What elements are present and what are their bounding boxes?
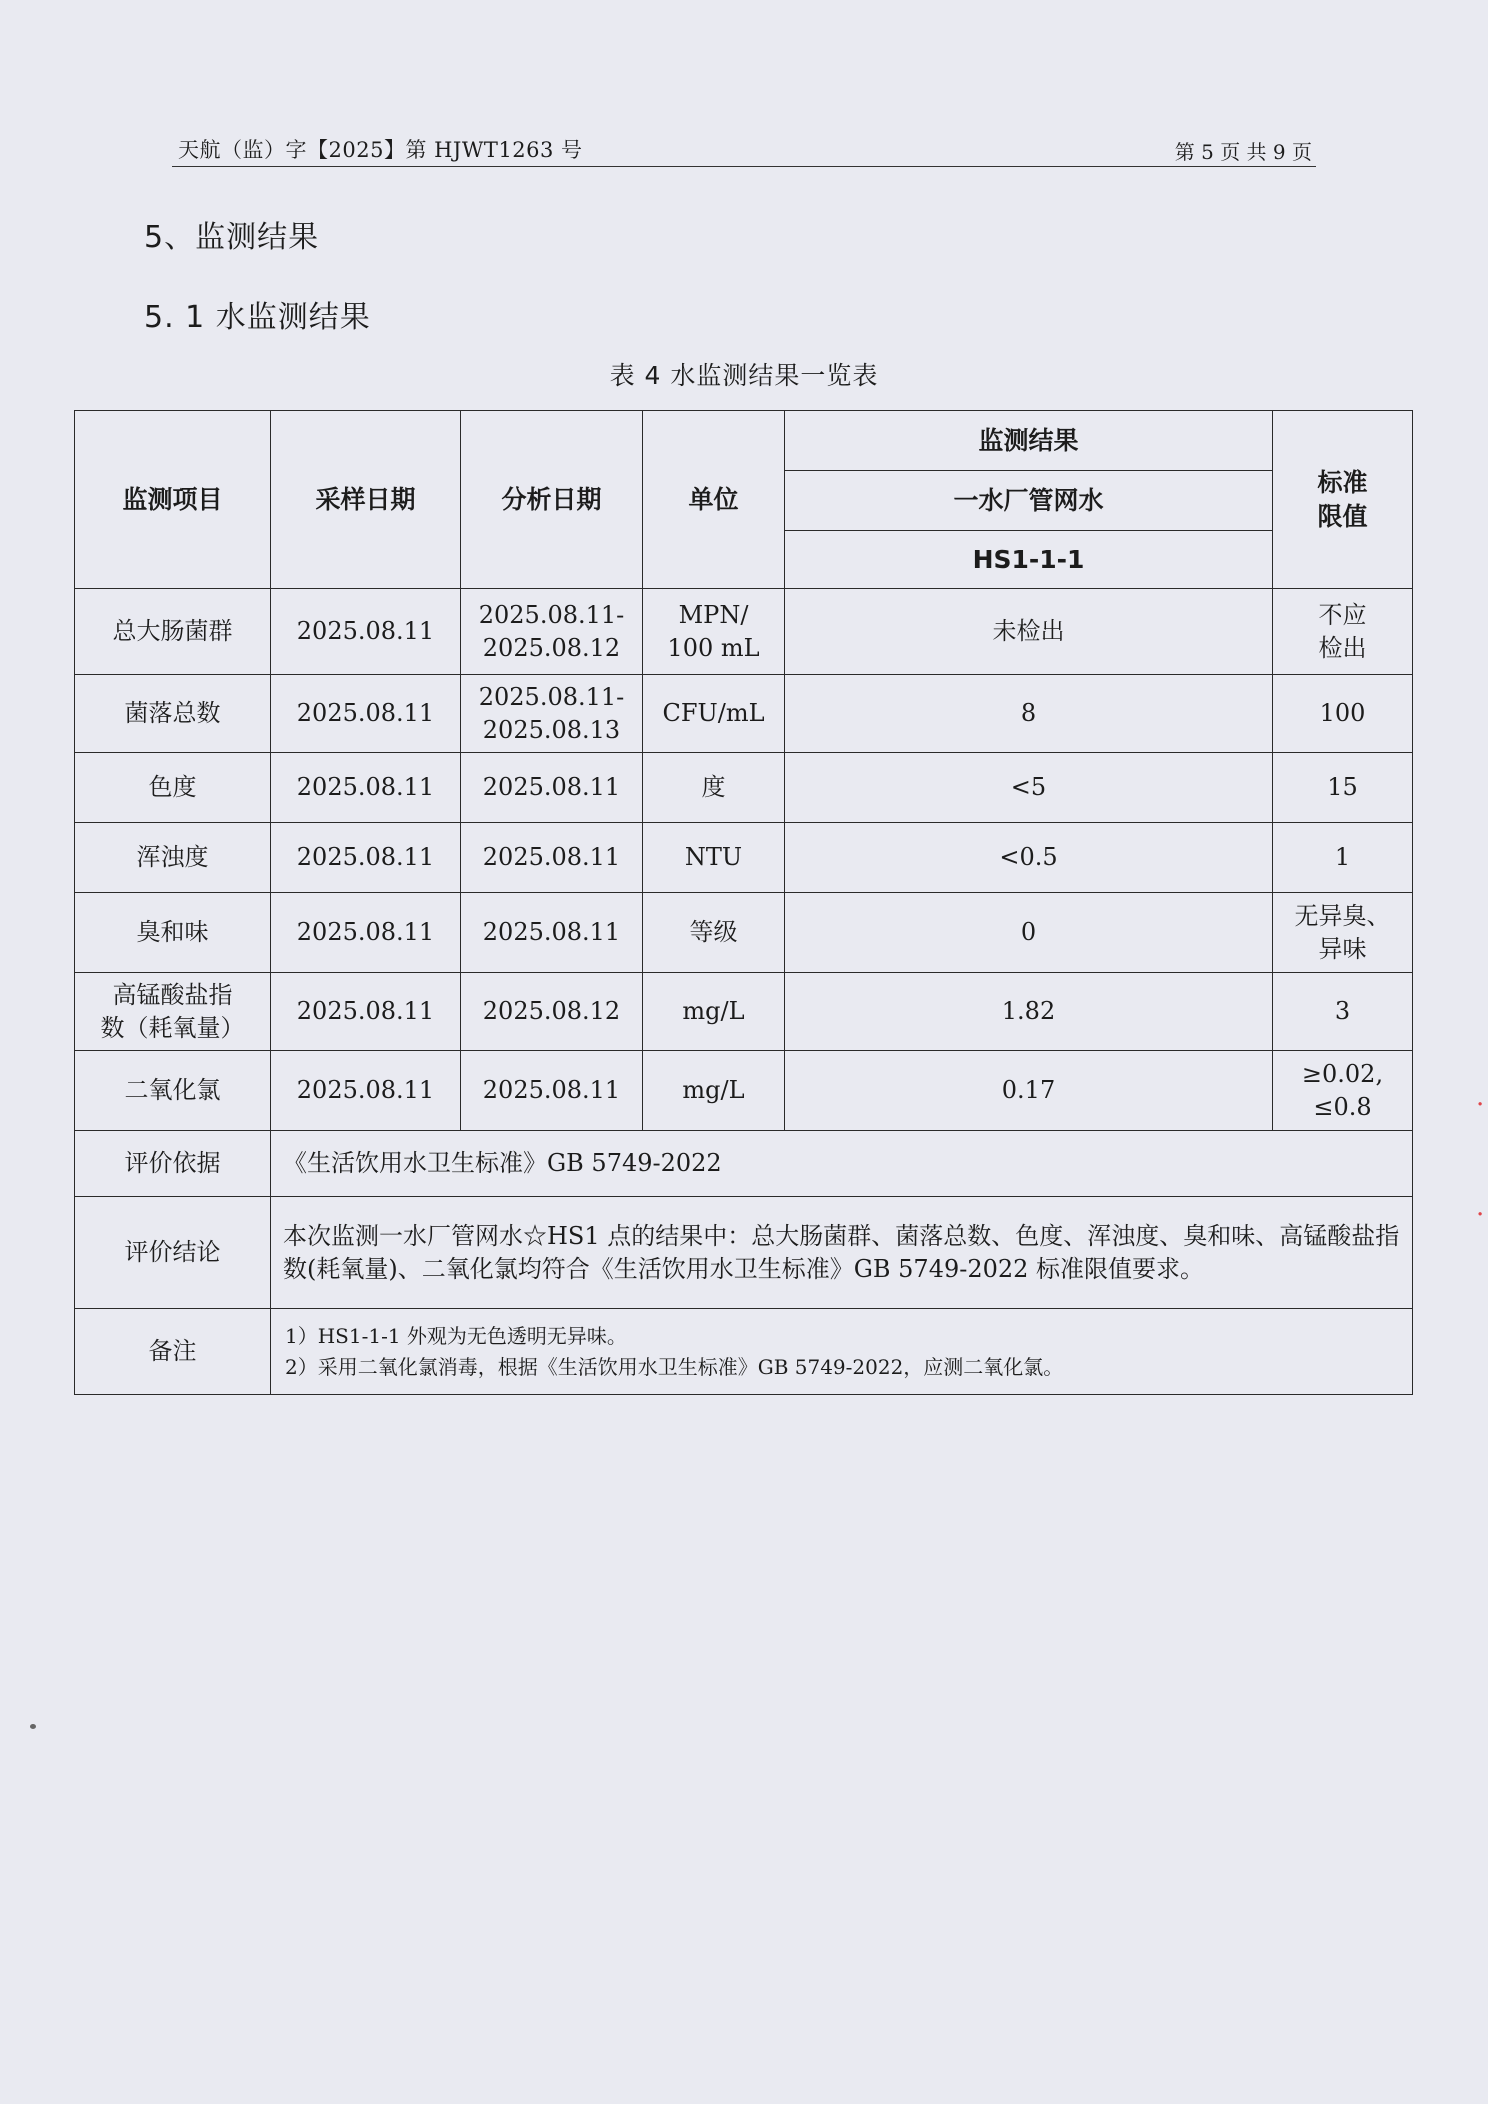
cell-line: 臭和味 [136, 918, 209, 947]
cell-line: 2025.08.12 [482, 997, 621, 1026]
cell-limit [1273, 753, 1413, 823]
cell-item [75, 1051, 271, 1131]
cell-limit [1273, 1051, 1413, 1131]
header-item: 监测项目 [75, 411, 271, 589]
cell-line: 1 [1334, 843, 1351, 872]
cell-analysis-date [461, 675, 643, 753]
cell-unit [643, 589, 785, 675]
evaluation-conclusion-value: 本次监测一水厂管网水☆HS1 点的结果中：总大肠菌群、菌落总数、色度、浑浊度、臭和味、高锰酸盐指数(耗氧量)、二氧化氯均符合《生活饮用水卫生标准》GB 5749-2022 标准限值要求。 [271, 1197, 1413, 1309]
cell-analysis-date [461, 753, 643, 823]
cell-line: 数（耗氧量） [100, 1013, 245, 1042]
cell-line: 等级 [689, 918, 738, 947]
cell-result: 0.17 [785, 1051, 1273, 1131]
header-sample-code: HS1-1-1 [785, 531, 1273, 589]
cell-sample-date: 2025.08.11 [271, 753, 461, 823]
header-limit-line2: 限值 [1317, 501, 1368, 531]
page-header [172, 132, 1316, 167]
evaluation-basis-value: 《生活饮用水卫生标准》GB 5749-2022 [271, 1131, 1413, 1197]
cell-line: 2025.08.12 [482, 633, 621, 662]
table-caption: 表 4 水监测结果一览表 [609, 361, 879, 390]
cell-item [75, 753, 271, 823]
table-row [75, 823, 1413, 893]
scan-speck [30, 1724, 36, 1729]
cell-result: <0.5 [785, 823, 1273, 893]
cell-item [75, 589, 271, 675]
cell-result: 8 [785, 675, 1273, 753]
red-stamp-mark-2: · [1476, 1200, 1485, 1230]
evaluation-conclusion-row [75, 1197, 1413, 1309]
header-sample-name: 一水厂管网水 [785, 471, 1273, 531]
cell-analysis-date [461, 823, 643, 893]
cell-line: 3 [1334, 997, 1351, 1026]
cell-unit [643, 973, 785, 1051]
header-unit: 单位 [643, 411, 785, 589]
header-limit [1273, 411, 1413, 589]
evaluation-conclusion-label: 评价结论 [75, 1197, 271, 1309]
cell-line: MPN/ [678, 601, 749, 630]
table-row [75, 973, 1413, 1051]
cell-limit [1273, 589, 1413, 675]
cell-sample-date: 2025.08.11 [271, 893, 461, 973]
cell-unit [643, 1051, 785, 1131]
cell-limit [1273, 823, 1413, 893]
cell-line: 2025.08.11- [478, 601, 625, 630]
cell-sample-date: 2025.08.11 [271, 675, 461, 753]
cell-unit [643, 753, 785, 823]
remarks-row [75, 1309, 1413, 1395]
cell-line: 无异臭、 [1294, 902, 1391, 931]
cell-item [75, 893, 271, 973]
header-result-group: 监测结果 [785, 411, 1273, 471]
table-row [75, 589, 1413, 675]
header-analysis-date: 分析日期 [461, 411, 643, 589]
cell-item [75, 675, 271, 753]
cell-item [75, 823, 271, 893]
cell-item [75, 973, 271, 1051]
cell-line: 高锰酸盐指 [112, 981, 233, 1010]
cell-line: 100 [1319, 699, 1366, 728]
cell-result: 1.82 [785, 973, 1273, 1051]
remark-line: 2）采用二氧化氯消毒，根据《生活饮用水卫生标准》GB 5749-2022，应测二氧化氯。 [285, 1354, 1064, 1379]
cell-analysis-date [461, 973, 643, 1051]
cell-line: NTU [684, 843, 743, 872]
cell-result: 未检出 [785, 589, 1273, 675]
cell-unit [643, 823, 785, 893]
cell-line: 2025.08.11 [482, 1076, 621, 1105]
cell-limit [1273, 675, 1413, 753]
cell-line: ≤0.8 [1313, 1092, 1372, 1121]
cell-unit [643, 675, 785, 753]
cell-line: 2025.08.11 [482, 773, 621, 802]
table-row [75, 893, 1413, 973]
cell-result: <5 [785, 753, 1273, 823]
evaluation-basis-row [75, 1131, 1413, 1197]
water-monitoring-results-table [74, 410, 1413, 1395]
cell-line: 度 [701, 773, 726, 802]
table-row [75, 675, 1413, 753]
cell-line: 不应 [1318, 601, 1367, 630]
table-row [75, 1051, 1413, 1131]
cell-sample-date: 2025.08.11 [271, 1051, 461, 1131]
cell-limit [1273, 973, 1413, 1051]
evaluation-basis-label: 评价依据 [75, 1131, 271, 1197]
cell-analysis-date [461, 893, 643, 973]
cell-sample-date: 2025.08.11 [271, 973, 461, 1051]
cell-analysis-date [461, 1051, 643, 1131]
section-title: 5、监测结果 [144, 220, 320, 255]
cell-line: 总大肠菌群 [112, 617, 233, 646]
cell-line: 浑浊度 [136, 843, 209, 872]
cell-line: 2025.08.11 [482, 918, 621, 947]
cell-line: 检出 [1318, 633, 1367, 662]
subsection-title: 5. 1 水监测结果 [144, 300, 371, 335]
cell-line: mg/L [682, 997, 745, 1026]
cell-line: 2025.08.13 [482, 715, 621, 744]
cell-line: mg/L [682, 1076, 745, 1105]
cell-analysis-date [461, 589, 643, 675]
cell-line: ≥0.02, [1301, 1060, 1384, 1089]
document-number: 天航（监）字【2025】第 HJWT1263 号 [178, 138, 583, 162]
remarks-value [271, 1309, 1413, 1395]
cell-line: 二氧化氯 [124, 1076, 221, 1105]
cell-result: 0 [785, 893, 1273, 973]
remark-line: 1）HS1-1-1 外观为无色透明无异味。 [285, 1323, 627, 1348]
cell-line: 15 [1327, 773, 1358, 802]
cell-line: 2025.08.11- [478, 683, 625, 712]
header-limit-line1: 标准 [1317, 467, 1368, 497]
remarks-label: 备注 [75, 1309, 271, 1395]
header-sample-date: 采样日期 [271, 411, 461, 589]
cell-line: CFU/mL [662, 699, 765, 728]
table-row [75, 753, 1413, 823]
cell-line: 菌落总数 [124, 699, 221, 728]
cell-line: 2025.08.11 [482, 843, 621, 872]
cell-unit [643, 893, 785, 973]
cell-line: 色度 [148, 773, 197, 802]
cell-sample-date: 2025.08.11 [271, 589, 461, 675]
cell-sample-date: 2025.08.11 [271, 823, 461, 893]
page-number: 第 5 页 共 9 页 [1174, 140, 1312, 164]
cell-line: 100 mL [667, 633, 760, 662]
cell-line: 异味 [1318, 934, 1367, 963]
cell-limit [1273, 893, 1413, 973]
red-stamp-mark-1: · [1476, 1090, 1485, 1120]
